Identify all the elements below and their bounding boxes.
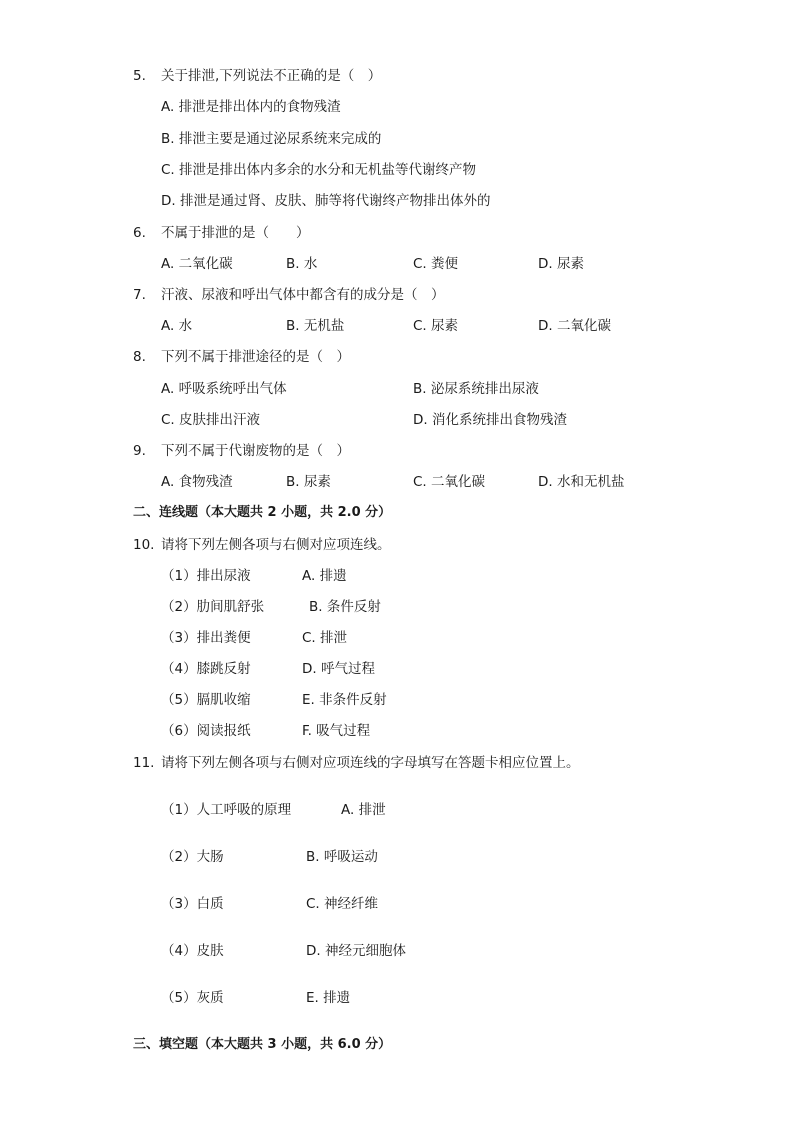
section-heading: 二、连线题（本大题共 2 小题，共 2.0 分） <box>133 505 392 520</box>
match-left-item: （1）人工呼吸的原理 <box>161 802 292 818</box>
match-right-item: A. 排泄 <box>341 802 386 818</box>
question-number: 7. <box>133 287 146 303</box>
option-a: A. 排泄是排出体内的食物残渣 <box>161 99 341 115</box>
option-a: A. 水 <box>161 318 193 334</box>
match-left-item: （2）大肠 <box>161 849 224 865</box>
question-stem: 汗液、尿液和呼出气体中都含有的成分是（ ） <box>161 287 445 303</box>
question-stem: 请将下列左侧各项与右侧对应项连线。 <box>161 537 391 553</box>
match-right-item: B. 呼吸运动 <box>306 849 378 865</box>
option-b: B. 尿素 <box>286 474 331 490</box>
match-right-item: F. 吸气过程 <box>302 723 371 739</box>
question-number: 11. <box>133 755 155 771</box>
option-b: B. 排泄主要是通过泌尿系统来完成的 <box>161 131 382 147</box>
match-right-item: C. 排泄 <box>302 630 348 646</box>
option-d: D. 消化系统排出食物残渣 <box>413 412 567 428</box>
option-d: D. 尿素 <box>538 256 584 272</box>
option-a: A. 二氧化碳 <box>161 256 233 272</box>
match-right-item: E. 排遗 <box>306 990 351 1006</box>
option-b: B. 泌尿系统排出尿液 <box>413 381 539 397</box>
option-b: B. 无机盐 <box>286 318 345 334</box>
option-d: D. 二氧化碳 <box>538 318 611 334</box>
question-stem: 下列不属于排泄途径的是（ ） <box>161 349 350 365</box>
option-a: A. 食物残渣 <box>161 474 233 490</box>
match-right-item: A. 排遗 <box>302 568 347 584</box>
match-right-item: D. 呼气过程 <box>302 661 375 677</box>
option-d: D. 排泄是通过肾、皮肤、肺等将代谢终产物排出体外的 <box>161 193 491 209</box>
option-b: B. 水 <box>286 256 318 272</box>
question-number: 8. <box>133 349 146 365</box>
match-right-item: B. 条件反射 <box>309 599 381 615</box>
option-c: C. 二氧化碳 <box>413 474 486 490</box>
match-right-item: C. 神经纤维 <box>306 896 379 912</box>
match-left-item: （4）皮肤 <box>161 943 224 959</box>
question-number: 10. <box>133 537 155 553</box>
question-number: 9. <box>133 443 146 459</box>
option-a: A. 呼吸系统呼出气体 <box>161 381 287 397</box>
match-left-item: （5）膈肌收缩 <box>161 692 251 708</box>
match-left-item: （6）阅读报纸 <box>161 723 251 739</box>
question-stem: 不属于排泄的是（ ） <box>161 225 310 241</box>
match-left-item: （5）灰质 <box>161 990 224 1006</box>
match-left-item: （3）排出粪便 <box>161 630 251 646</box>
option-d: D. 水和无机盐 <box>538 474 625 490</box>
section-heading: 三、填空题（本大题共 3 小题，共 6.0 分） <box>133 1037 392 1052</box>
question-stem: 下列不属于代谢废物的是（ ） <box>161 443 350 459</box>
match-left-item: （4）膝跳反射 <box>161 661 251 677</box>
match-left-item: （3）白质 <box>161 896 224 912</box>
option-c: C. 尿素 <box>413 318 459 334</box>
option-c: C. 皮肤排出汗液 <box>161 412 261 428</box>
question-number: 5. <box>133 68 146 84</box>
question-stem: 关于排泄,下列说法不正确的是（ ） <box>161 68 382 84</box>
question-number: 6. <box>133 225 146 241</box>
match-left-item: （2）肋间肌舒张 <box>161 599 265 615</box>
option-c: C. 粪便 <box>413 256 459 272</box>
match-left-item: （1）排出尿液 <box>161 568 251 584</box>
question-stem: 请将下列左侧各项与右侧对应项连线的字母填写在答题卡相应位置上。 <box>161 755 580 771</box>
match-right-item: E. 非条件反射 <box>302 692 387 708</box>
match-right-item: D. 神经元细胞体 <box>306 943 406 959</box>
option-c: C. 排泄是排出体内多余的水分和无机盐等代谢终产物 <box>161 162 477 178</box>
